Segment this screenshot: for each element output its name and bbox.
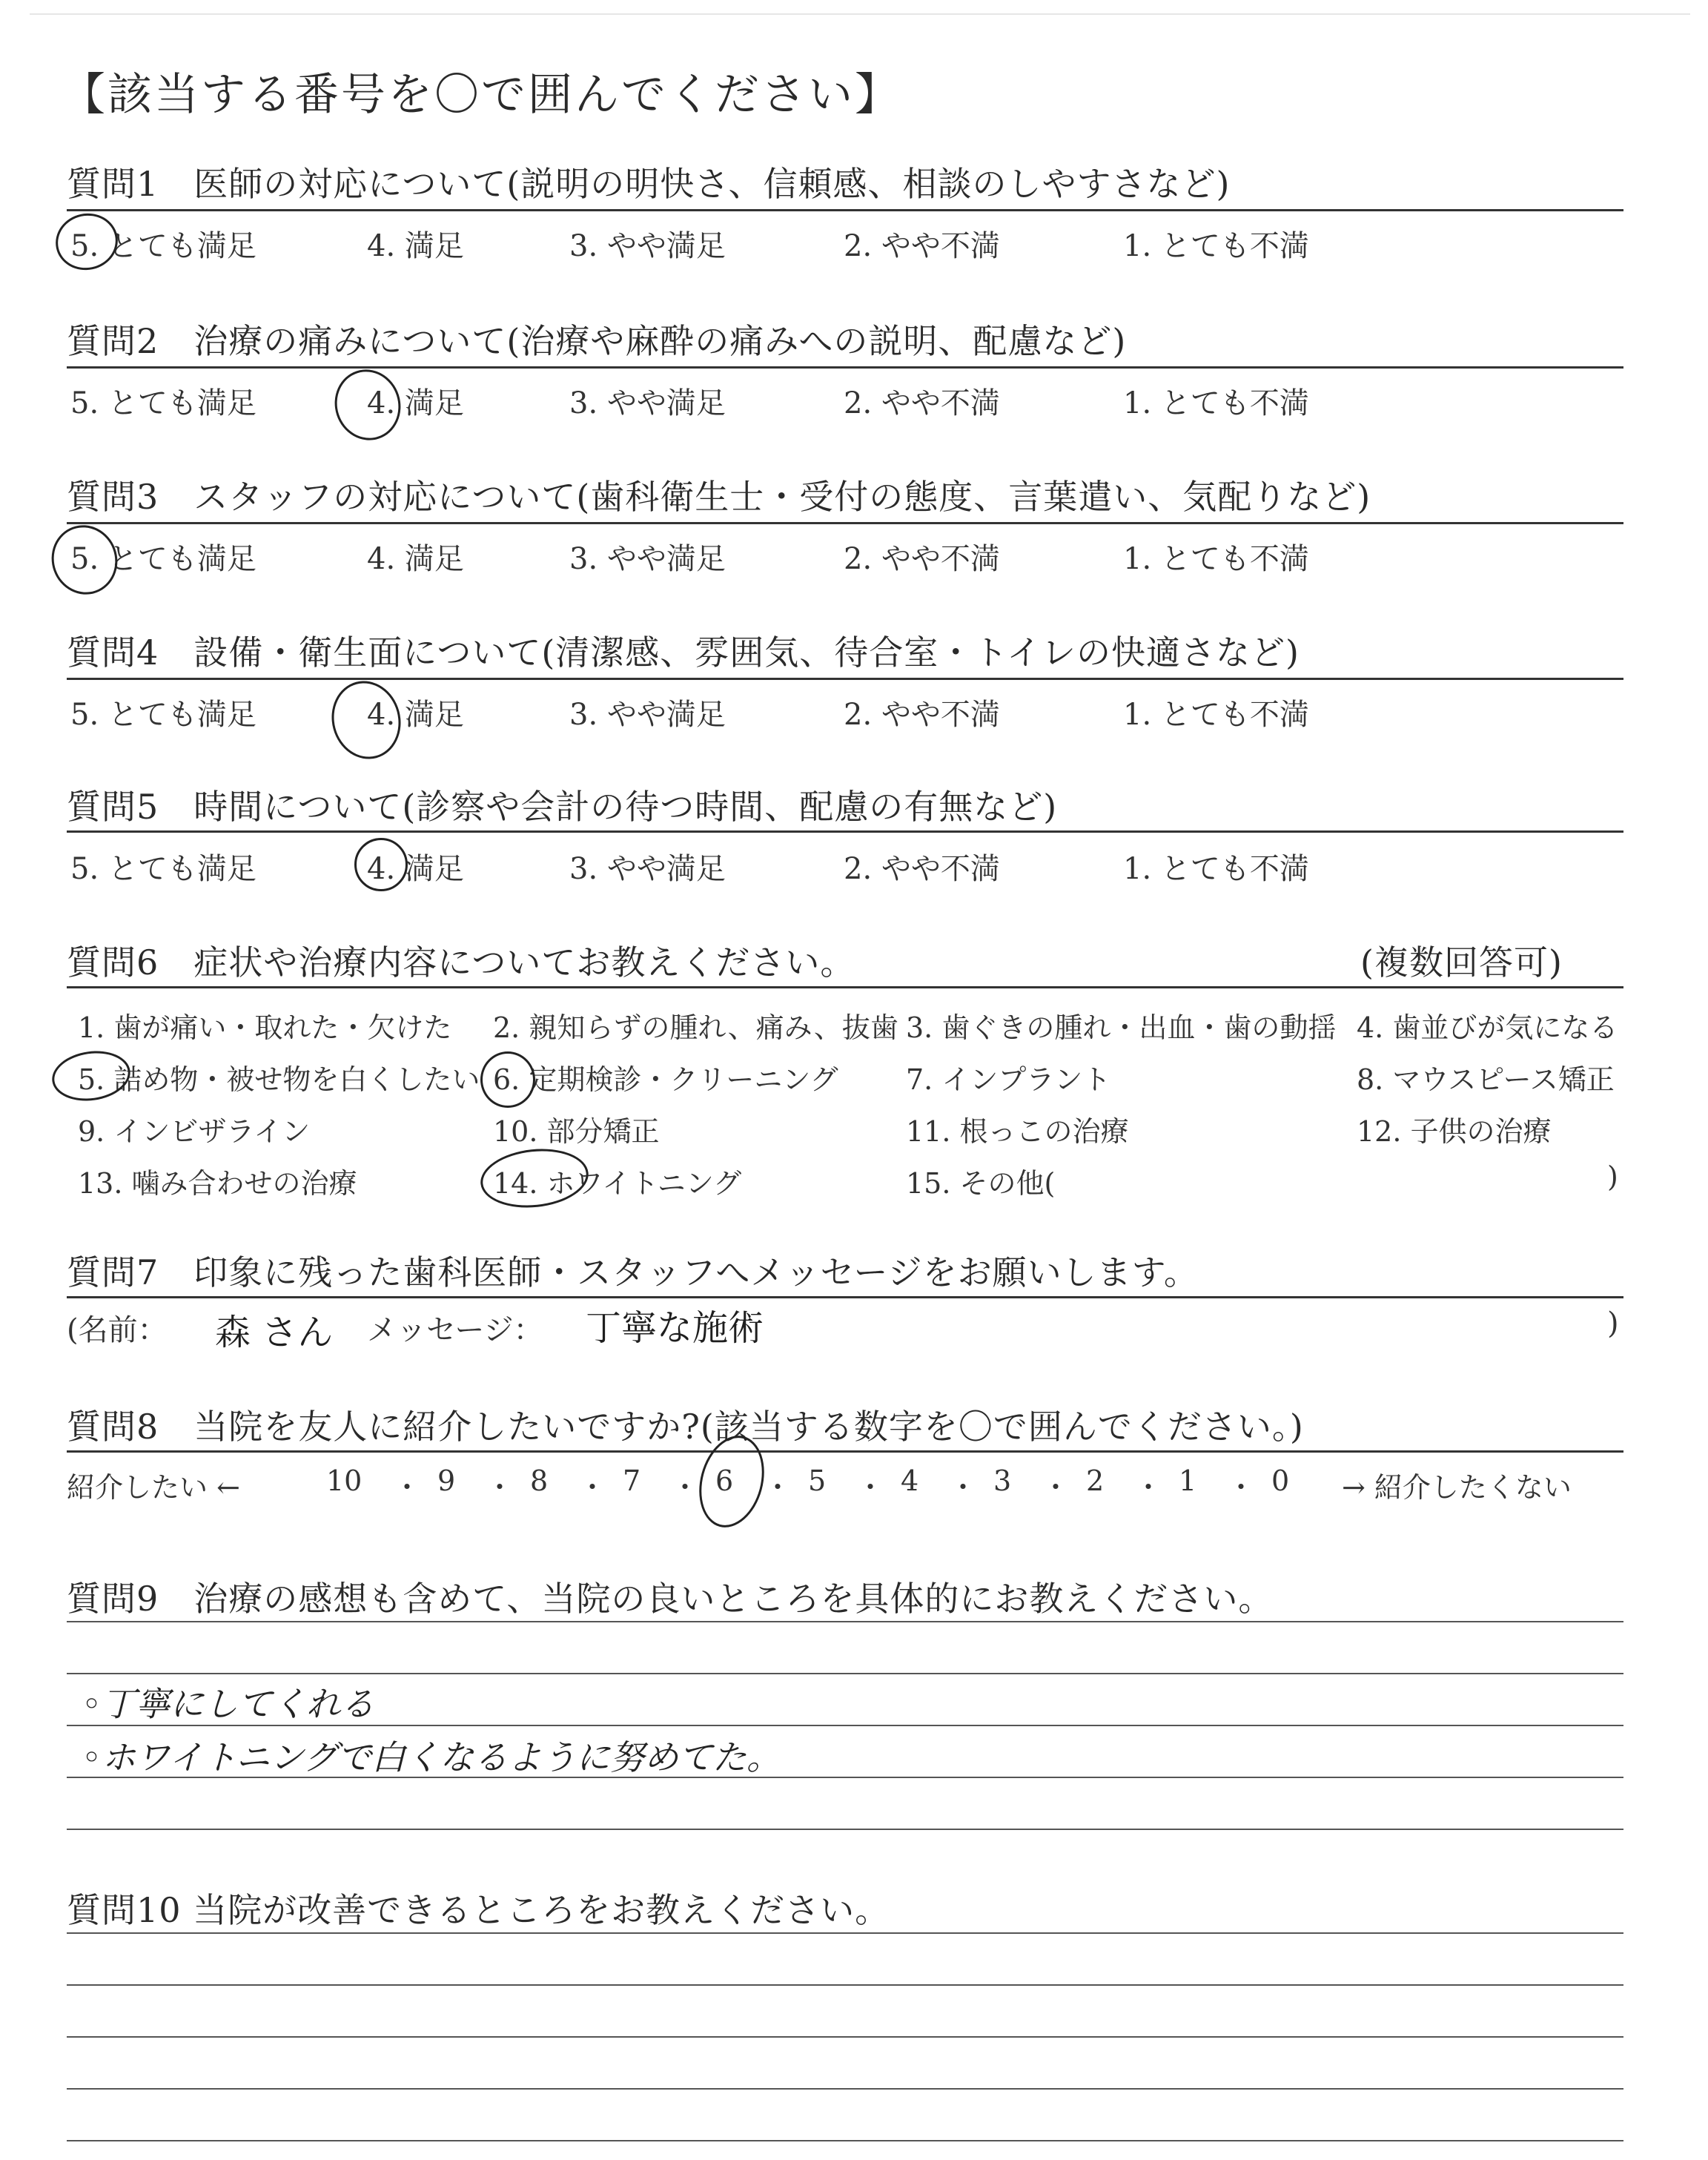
q2-title: 質問2 治療の痛みについて(治療や麻酔の痛みへの説明、配慮など) bbox=[67, 321, 1127, 361]
q3-selection-circle bbox=[42, 516, 128, 604]
q5-option-5[interactable]: 5. とても満足 bbox=[70, 852, 256, 886]
q3-rule bbox=[67, 522, 1623, 524]
q8-scale-5[interactable]: 5 bbox=[808, 1464, 827, 1497]
q2-option-2[interactable]: 2. やや不満 bbox=[844, 386, 1000, 420]
q6-option-8[interactable]: 8. マウスピース矯正 bbox=[1357, 1063, 1615, 1096]
q7-message-label: メッセージ： bbox=[367, 1313, 543, 1347]
q6-note: (複数回答可) bbox=[1360, 942, 1563, 982]
q8-scale-2[interactable]: 2 bbox=[1086, 1464, 1105, 1497]
q2-rule bbox=[67, 366, 1623, 369]
q2-selection-circle bbox=[325, 361, 409, 449]
q9-title: 質問9 治療の感想も含めて、当院の良いところを具体的にお教えください。 bbox=[67, 1579, 1274, 1619]
q8-scale-3[interactable]: 3 bbox=[993, 1464, 1012, 1497]
q7-name-value[interactable]: 森 さん bbox=[215, 1312, 334, 1353]
q2-option-3[interactable]: 3. やや満足 bbox=[569, 386, 726, 420]
q8-scale-sep: ・ bbox=[949, 1471, 978, 1504]
scan-top-edge bbox=[30, 13, 1690, 15]
q8-scale-9[interactable]: 9 bbox=[437, 1464, 456, 1497]
q6-option-13[interactable]: 13. 噛み合わせの治療 bbox=[78, 1167, 357, 1200]
q8-scale-10[interactable]: 10 bbox=[326, 1464, 363, 1497]
q6-option-10[interactable]: 10. 部分矯正 bbox=[493, 1115, 660, 1148]
q9-line-5 bbox=[67, 1829, 1623, 1830]
q4-option-5[interactable]: 5. とても満足 bbox=[70, 698, 256, 732]
q6-option-1[interactable]: 1. 歯が痛い・取れた・欠けた bbox=[78, 1011, 452, 1044]
q7-name-label: (名前： bbox=[67, 1313, 168, 1347]
q8-scale-sep: ・ bbox=[486, 1471, 514, 1504]
q3-option-1[interactable]: 1. とても不満 bbox=[1123, 542, 1309, 576]
q8-right-label: → 紹介したくない bbox=[1342, 1471, 1572, 1504]
q4-selection-circle bbox=[323, 673, 409, 767]
q3-title: 質問3 スタッフの対応について(歯科衛生士・受付の態度、言葉遣い、気配りなど) bbox=[67, 477, 1371, 517]
q5-selection-circle bbox=[354, 838, 408, 891]
q6-selection-circle-6 bbox=[480, 1051, 535, 1108]
q4-rule bbox=[67, 678, 1623, 680]
q8-scale-sep: ・ bbox=[671, 1471, 700, 1504]
q6-option-4[interactable]: 4. 歯並びが気になる bbox=[1357, 1011, 1618, 1044]
q1-option-3[interactable]: 3. やや満足 bbox=[569, 229, 726, 263]
q9-line-1 bbox=[67, 1621, 1623, 1622]
q6-option-7[interactable]: 7. インプラント bbox=[906, 1063, 1111, 1096]
q6-title: 質問6 症状や治療内容についてお教えください。 bbox=[67, 942, 855, 982]
q10-line-1 bbox=[67, 1932, 1623, 1934]
q6-option-11[interactable]: 11. 根っこの治療 bbox=[906, 1115, 1129, 1148]
q8-scale-1[interactable]: 1 bbox=[1179, 1464, 1197, 1497]
q8-scale-sep: ・ bbox=[764, 1471, 792, 1504]
q1-selection-circle bbox=[50, 208, 123, 276]
q7-close-paren: ) bbox=[1607, 1307, 1619, 1341]
q9-line-2 bbox=[67, 1673, 1623, 1674]
q8-scale-sep: ・ bbox=[1134, 1471, 1163, 1504]
q5-option-4[interactable]: 4. 満足 bbox=[367, 852, 464, 886]
q10-line-4 bbox=[67, 2088, 1623, 2090]
q2-option-4[interactable]: 4. 満足 bbox=[367, 386, 464, 420]
q8-scale-sep: ・ bbox=[578, 1471, 607, 1504]
q3-option-4[interactable]: 4. 満足 bbox=[367, 542, 464, 576]
q7-message-value[interactable]: 丁寧な施術 bbox=[586, 1307, 764, 1349]
q8-scale-0[interactable]: 0 bbox=[1271, 1464, 1290, 1497]
q3-option-2[interactable]: 2. やや不満 bbox=[844, 542, 1000, 576]
q1-option-2[interactable]: 2. やや不満 bbox=[844, 229, 1000, 263]
q4-option-2[interactable]: 2. やや不満 bbox=[844, 698, 1000, 732]
q8-scale-6[interactable]: 6 bbox=[715, 1464, 734, 1497]
q6-selection-circle-14 bbox=[477, 1144, 591, 1213]
q10-title: 質問10 当院が改善できるところをお教えください。 bbox=[67, 1890, 890, 1930]
q1-title: 質問1 医師の対応について(説明の明快さ、信頼感、相談のしやすさなど) bbox=[67, 164, 1231, 204]
q10-line-2 bbox=[67, 1984, 1623, 1986]
q8-scale-7[interactable]: 7 bbox=[623, 1464, 641, 1497]
q4-option-4[interactable]: 4. 満足 bbox=[367, 698, 464, 732]
q8-scale-sep: ・ bbox=[856, 1471, 885, 1504]
q9-answer-2[interactable]: ◦ホワイトニングで白くなるように努めてた。 bbox=[82, 1737, 781, 1777]
q8-scale-sep: ・ bbox=[1227, 1471, 1256, 1504]
instruction-header: 【該当する番号を〇で囲んでください】 bbox=[61, 69, 901, 121]
q9-answer-1[interactable]: ◦丁寧にしてくれる bbox=[82, 1684, 375, 1724]
q8-title: 質問8 当院を友人に紹介したいですか?(該当する数字を〇で囲んでください。) bbox=[67, 1407, 1304, 1447]
q10-line-3 bbox=[67, 2036, 1623, 2038]
q6-option-5[interactable]: 5. 詰め物・被せ物を白くしたい bbox=[78, 1063, 480, 1096]
q8-left-label: 紹介したい ← bbox=[67, 1471, 240, 1504]
q6-option-9[interactable]: 9. インビザライン bbox=[78, 1115, 311, 1148]
q1-option-5[interactable]: 5. とても満足 bbox=[70, 229, 256, 263]
q5-option-2[interactable]: 2. やや不満 bbox=[844, 852, 1000, 886]
q6-option-14[interactable]: 14. ホワイトニング bbox=[493, 1167, 742, 1200]
q4-option-3[interactable]: 3. やや満足 bbox=[569, 698, 726, 732]
q6-option-6[interactable]: 6. 定期検診・クリーニング bbox=[493, 1063, 838, 1096]
q7-rule bbox=[67, 1296, 1623, 1298]
q6-option-15-close: ) bbox=[1607, 1160, 1618, 1193]
q5-title: 質問5 時間について(診察や会計の待つ時間、配慮の有無など) bbox=[67, 787, 1058, 827]
q6-option-15[interactable]: 15. その他( bbox=[906, 1167, 1056, 1200]
q1-rule bbox=[67, 209, 1623, 211]
q8-scale-sep: ・ bbox=[1042, 1471, 1070, 1504]
q8-scale-sep: ・ bbox=[393, 1471, 422, 1504]
q2-option-1[interactable]: 1. とても不満 bbox=[1123, 386, 1309, 420]
q7-title: 質問7 印象に残った歯科医師・スタッフへメッセージをお願いします。 bbox=[67, 1252, 1199, 1292]
q3-option-3[interactable]: 3. やや満足 bbox=[569, 542, 726, 576]
q6-rule bbox=[67, 986, 1623, 988]
q4-title: 質問4 設備・衛生面について(清潔感、雰囲気、待合室・トイレの快適さなど) bbox=[67, 633, 1300, 673]
q1-option-1[interactable]: 1. とても不満 bbox=[1123, 229, 1309, 263]
q6-option-3[interactable]: 3. 歯ぐきの腫れ・出血・歯の動揺 bbox=[906, 1011, 1337, 1044]
q5-option-1[interactable]: 1. とても不満 bbox=[1123, 852, 1309, 886]
q6-option-2[interactable]: 2. 親知らずの腫れ、痛み、抜歯 bbox=[493, 1011, 898, 1044]
q2-option-5[interactable]: 5. とても満足 bbox=[70, 386, 256, 420]
q10-line-5 bbox=[67, 2140, 1623, 2141]
q5-option-3[interactable]: 3. やや満足 bbox=[569, 852, 726, 886]
q8-scale-4[interactable]: 4 bbox=[901, 1464, 919, 1497]
q6-option-12[interactable]: 12. 子供の治療 bbox=[1357, 1115, 1552, 1148]
q8-scale-8[interactable]: 8 bbox=[530, 1464, 549, 1497]
q1-option-4[interactable]: 4. 満足 bbox=[367, 229, 464, 263]
q5-rule bbox=[67, 830, 1623, 833]
q8-rule bbox=[67, 1450, 1623, 1453]
q4-option-1[interactable]: 1. とても不満 bbox=[1123, 698, 1309, 732]
q3-option-5[interactable]: 5. とても満足 bbox=[70, 542, 256, 576]
